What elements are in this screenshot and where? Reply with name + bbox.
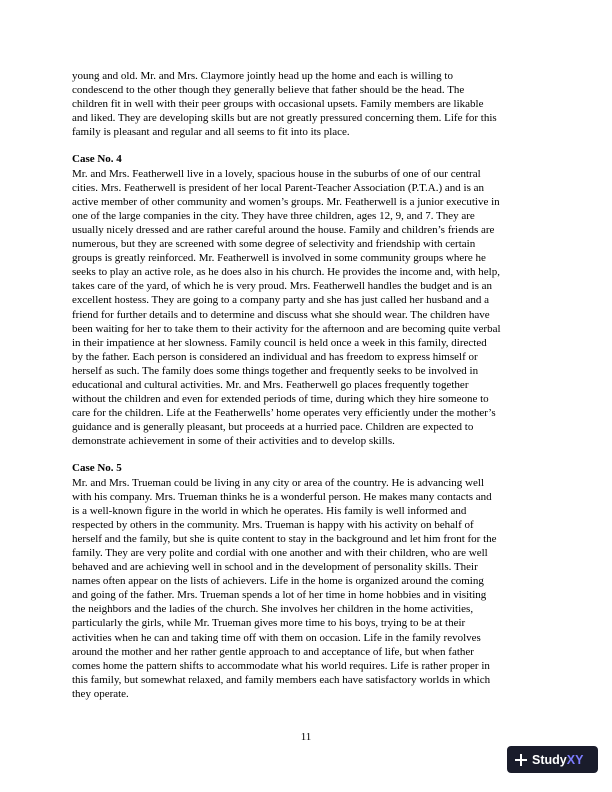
- case-4-paragraph: [72, 167, 542, 449]
- text-line: young and old. Mr. and Mrs. Claymore jointly head up the home and each is willing to: [72, 70, 453, 82]
- text-line: activities when he can and taking time off with them on occasion. Life in the family revolves: [72, 631, 481, 644]
- text-line: this family, but somewhat relaxed, and family members each have satisfactory worlds in which: [72, 673, 491, 686]
- text-line: by the father. Each person is considered an individual and has freedom to express himself or: [72, 350, 478, 363]
- text-line: respected by others in the community. Mrs. Trueman is happy with his activity on behalf of: [72, 518, 474, 531]
- text-line: excellent hostess. They are going to a company party and she has just called her husband and a: [72, 294, 490, 307]
- text-line: herself and the family, but she is quite content to stay in the background and let him front for the: [72, 532, 497, 545]
- text-line: condescend to the other though they generally believe that father should be the head. The: [72, 84, 465, 97]
- text-line: is a well-known figure in the world in which he operates. His family is well informed and: [72, 504, 467, 517]
- text-line: one of the large companies in the city. They have three children, ages 12, 9, and 7. They are: [72, 209, 475, 222]
- case-5-heading: Case No. 5: [72, 462, 122, 475]
- text-line: guidance and is generally pleasant, but proceeds at a hurried pace. Children are expected to: [72, 421, 474, 434]
- text-line: usually nicely dressed and are rather careful around the house. Family and children’s friends are: [72, 223, 495, 236]
- text-line: children fit in well with their peer groups with occasional upsets. Family members are likable: [72, 98, 484, 111]
- text-line: been waiting for her to take them to their activity for the afternoon and are becoming quite verbal: [72, 322, 501, 335]
- text-line: active member of other community and women’s groups. Mr. Featherwell is a junior executive in: [72, 195, 500, 208]
- text-line: cities. Mrs. Featherwell is president of her local Parent-Teacher Association (P.T.A.) and is an: [72, 181, 485, 194]
- text-line: the neighbors and the ladies of the church. She involves her children in the home activities,: [72, 603, 474, 616]
- text-line: numerous, but they are screened with some degree of selectivity and friendship with certain: [72, 238, 476, 251]
- text-line: behaved and are achieving well in school and in the development of personality skills. Their: [72, 561, 478, 574]
- text-line: without the children and even for extended periods of time, during which they hire someone to: [72, 393, 489, 406]
- studyxy-badge[interactable]: [507, 746, 598, 773]
- brand-name: Study: [532, 752, 567, 767]
- plus-icon: [515, 754, 532, 766]
- text-line: seeks to play an active role, as he does also in his church. He provides the income and, with help,: [72, 266, 500, 279]
- text-line: care for the children. Life at the Featherwells’ home operates very efficiently under the mother’s: [72, 407, 496, 420]
- text-line: Mr. and Mrs. Trueman could be living in any city or area of the country. He is advancing well: [72, 476, 485, 489]
- text-line: in their impatience at her slowness. Family council is held once a week in this family, directed: [72, 336, 487, 349]
- text-line: and going of the father. Mrs. Trueman spends a lot of her time in home hobbies and in visiting: [72, 589, 487, 602]
- text-line: family. They are very polite and cordial with one another and with their children, who are well: [72, 547, 488, 559]
- text-line: Mr. and Mrs. Featherwell live in a lovely, spacious house in the suburbs of one of our central: [72, 167, 481, 180]
- case-5-paragraph: [72, 476, 542, 702]
- text-line: educational and cultural activities. Mr. and Mrs. Featherwell go places frequently together: [72, 378, 469, 391]
- text-line: demonstrate achievement in some of their activities and to develop skills.: [72, 435, 395, 448]
- text-line: family is pleasant and regular and all seems to fit into its place.: [72, 126, 350, 139]
- text-line: and liked. They are developing skills but are not greatly pressured concerning them. Life for this: [72, 112, 497, 125]
- intro-paragraph: [72, 69, 542, 139]
- text-line: they operate.: [72, 687, 129, 700]
- text-line: friend for further details and to determine and discuss what she should wear. The children have: [72, 308, 490, 321]
- text-line: with his company. Mrs. Trueman thinks he is a wonderful person. He makes many contacts and: [72, 490, 492, 503]
- case-4-heading: Case No. 4: [72, 153, 122, 166]
- text-line: groups is greatly reinforced. Mr. Featherwell is involved in some community groups where he: [72, 252, 486, 265]
- text-line: comes home the pattern shifts to accommodate what his world requires. Life is rather proper in: [72, 659, 490, 672]
- brand-accent: XY: [566, 752, 584, 767]
- text-line: herself as such. The family does some things together and frequently seeks to be involved in: [72, 364, 479, 377]
- text-line: around the mother and her rather gentle approach to and acceptance of life, but when father: [72, 645, 474, 658]
- page-number: 11: [300, 731, 312, 743]
- text-line: particularly the girls, while Mr. Trueman gives more time to his boys, trying to be at their: [72, 617, 466, 630]
- page-body: [72, 69, 542, 701]
- text-line: takes care of the yard, of which he is very proud. Mrs. Featherwell handles the budget and is an: [72, 280, 493, 293]
- text-line: names often appear on the lists of achievers. Life in the home is organized around the coming: [72, 575, 484, 588]
